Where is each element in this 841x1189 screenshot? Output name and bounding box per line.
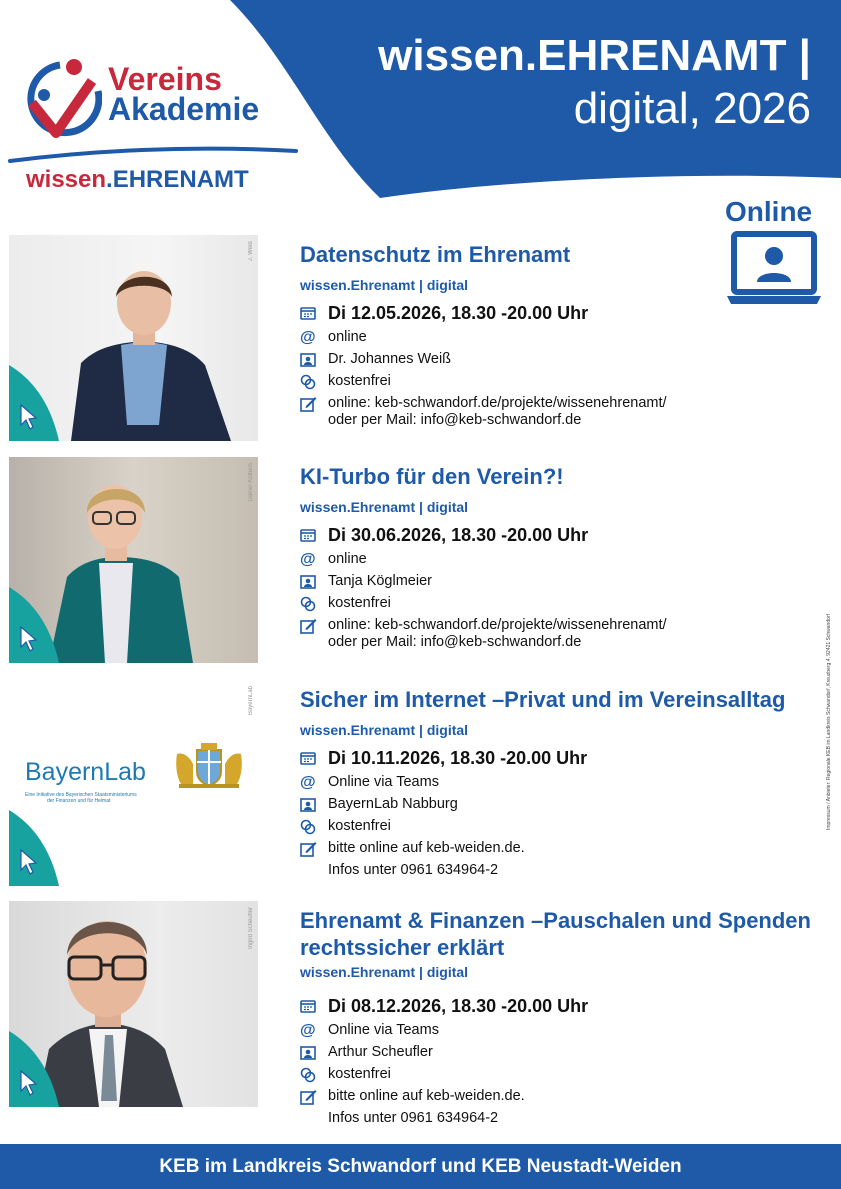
speaker-photo-weiss [9, 235, 258, 441]
event-date: Di 30.06.2026, 18.30 -20.00 Uhr [328, 525, 589, 545]
header-title-line1: wissen.EHRENAMT | [378, 31, 811, 80]
event-date-row [300, 524, 840, 546]
photo-credit: Daniel Kölbeis [248, 463, 254, 502]
event-cost: kostenfrei [328, 1066, 391, 1082]
event-cost-row [300, 818, 840, 835]
at-icon: @ [300, 329, 316, 346]
event-registration-row [300, 395, 840, 429]
speaker-icon [300, 1046, 316, 1060]
event-registration-row [300, 840, 840, 879]
event-speaker: Dr. Johannes Weiß [328, 351, 452, 367]
calendar-icon [300, 999, 316, 1013]
calendar-icon [300, 751, 316, 765]
event-cost-row [300, 1066, 840, 1083]
cursor-icon [9, 810, 59, 886]
registration-icon [300, 396, 317, 412]
bayernlab-tagline-line2: der Finanzen und für Heimat [47, 798, 111, 804]
bayernlab-logo-tagline [25, 792, 137, 804]
speaker-icon [300, 575, 316, 589]
calendar-icon [300, 528, 316, 542]
event-location-row [300, 1022, 840, 1039]
event-location-row [300, 551, 840, 568]
event-subtitle: wissen.Ehrenamt | digital [300, 964, 469, 980]
registration-icon [300, 841, 317, 857]
event-registration-line1: online: keb-schwandorf.de/projekte/wissenehrenamt/ [328, 395, 667, 411]
vereinsakademie-logo [20, 55, 310, 195]
cursor-icon [9, 1031, 59, 1107]
event-title: Sicher im Internet –Privat und im Vereinsalltag [300, 687, 786, 712]
event-registration-line1: bitte online auf keb-weiden.de. [328, 840, 525, 856]
logo-mark-icon [22, 55, 102, 140]
event-location: online [328, 551, 367, 567]
event-cost: kostenfrei [328, 595, 391, 611]
event-title [300, 907, 840, 961]
event-speaker-row [300, 1044, 840, 1061]
event-subtitle: wissen.Ehrenamt | digital [300, 499, 469, 515]
header-title [378, 32, 811, 138]
event-registration-row [300, 617, 840, 651]
event-cost-row [300, 595, 840, 612]
cost-icon [300, 1067, 316, 1083]
cost-icon [300, 374, 316, 390]
event-registration-line2: Infos unter 0961 634964-2 [328, 862, 499, 878]
event-subtitle: wissen.Ehrenamt | digital [300, 722, 469, 738]
event-speaker: Arthur Scheufler [328, 1044, 433, 1060]
logo-word-akademie: Akademie [108, 91, 260, 127]
event-date: Di 12.05.2026, 18.30 -20.00 Uhr [328, 303, 589, 323]
event-subtitle: wissen.Ehrenamt | digital [300, 277, 469, 293]
speaker-icon [300, 353, 316, 367]
event-speaker-row [300, 351, 840, 368]
event-speaker: Tanja Köglmeier [328, 573, 432, 589]
logo-sub-ehrenamt: .EHRENAMT [106, 166, 249, 193]
cursor-icon [9, 587, 59, 663]
event-cost-row [300, 373, 840, 390]
event-sicher-im-internet [300, 686, 840, 879]
logo-word-vereins: Vereins [108, 61, 222, 97]
speaker-icon [300, 798, 316, 812]
cost-icon [300, 819, 316, 835]
header-title-line2: digital, 2026 [573, 84, 811, 133]
registration-icon [300, 618, 317, 634]
event-datenschutz [300, 241, 840, 429]
logo-sub-wissen: wissen [26, 166, 107, 193]
event-speaker-row [300, 573, 840, 590]
event-title: KI-Turbo für den Verein?! [300, 464, 564, 489]
event-registration-line1: online: keb-schwandorf.de/projekte/wissenehrenamt/ [328, 617, 667, 633]
event-speaker-row [300, 796, 840, 813]
event-location-row [300, 329, 840, 346]
event-registration-line2: oder per Mail: info@keb-schwandorf.de [328, 412, 582, 428]
photo-credit: J. Weiß [248, 241, 254, 262]
speaker-photo-koeglmeier [9, 457, 258, 663]
event-cost: kostenfrei [328, 818, 391, 834]
event-title-line1: Ehrenamt & Finanzen –Pauschalen und Spenden [300, 908, 811, 933]
impressum: Impressum / Anbieter: Regionale KEB im Landkreis Schwandorf, Kreuzberg 4, 92421 Schwandorf [826, 614, 832, 830]
event-registration-line2: Infos unter 0961 634964-2 [328, 1110, 499, 1126]
event-registration-line2: oder per Mail: info@keb-schwandorf.de [328, 634, 582, 650]
photo-credit: BayernLab [248, 686, 254, 716]
event-date-row [300, 995, 840, 1017]
event-location: Online via Teams [328, 774, 439, 790]
event-location-row [300, 774, 840, 791]
event-registration-row [300, 1088, 840, 1127]
photo-credit: Ingrid Scheufler [248, 907, 254, 950]
registration-icon [300, 1089, 317, 1105]
at-icon: @ [300, 774, 316, 791]
event-registration-line1: bitte online auf keb-weiden.de. [328, 1088, 525, 1104]
event-date-row [300, 747, 840, 769]
online-label: Online [725, 196, 813, 227]
event-date-row [300, 302, 840, 324]
bayernlab-tagline-line1: Eine Initiative des Bayerischen Staatsministeriums [25, 792, 137, 798]
speaker-photo-scheufler [9, 901, 258, 1107]
event-registration [328, 617, 667, 651]
at-icon: @ [300, 551, 316, 568]
cursor-icon [9, 365, 59, 441]
event-location: online [328, 329, 367, 345]
event-registration [328, 395, 667, 429]
calendar-icon [300, 306, 316, 320]
event-date: Di 08.12.2026, 18.30 -20.00 Uhr [328, 996, 589, 1016]
bayernlab-logo-block [9, 680, 258, 886]
at-icon: @ [300, 1022, 316, 1039]
event-speaker: BayernLab Nabburg [328, 796, 458, 812]
event-cost: kostenfrei [328, 373, 391, 389]
logo-subtitle [26, 167, 249, 193]
event-date: Di 10.11.2026, 18.30 -20.00 Uhr [328, 748, 588, 768]
event-registration [328, 840, 525, 879]
footer-banner: KEB im Landkreis Schwandorf und KEB Neustadt-Weiden [0, 1144, 841, 1189]
event-title-line2: rechtssicher erklärt [300, 935, 505, 960]
event-title: Datenschutz im Ehrenamt [300, 242, 571, 267]
event-ehrenamt-finanzen [300, 907, 840, 1127]
event-ki-turbo [300, 463, 840, 651]
event-location: Online via Teams [328, 1022, 439, 1038]
bayernlab-logo-text: BayernLab [25, 758, 146, 786]
event-registration [328, 1088, 525, 1127]
bavarian-coat-of-arms-icon [173, 742, 245, 790]
cost-icon [300, 596, 316, 612]
logo-swoosh [8, 145, 298, 165]
